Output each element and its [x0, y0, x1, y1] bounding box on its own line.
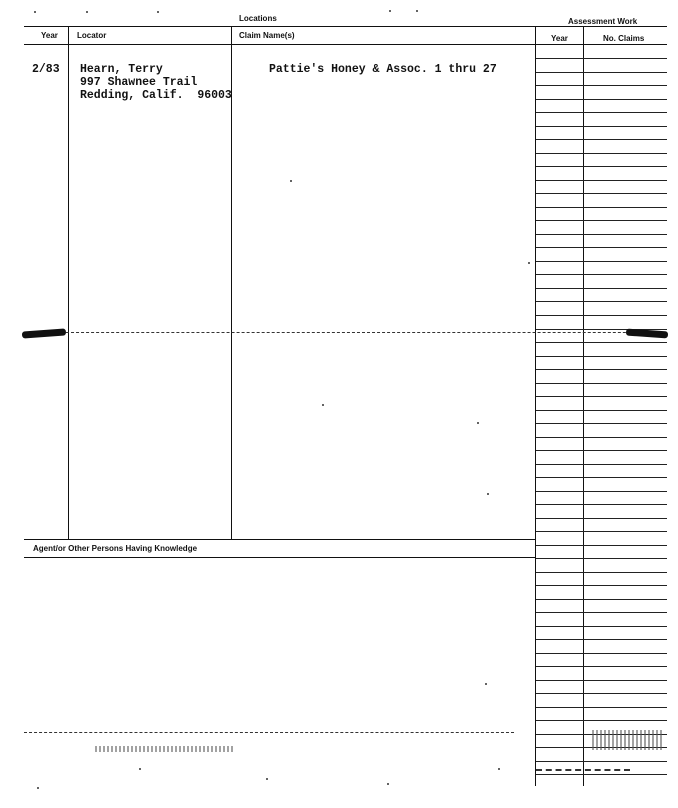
locator-street: 997 Shawnee Trail [80, 76, 198, 89]
scan-speck [389, 10, 391, 12]
col-assess-year-header: Year [551, 34, 568, 43]
col-year-header: Year [41, 31, 58, 40]
locator-name: Hearn, Terry [80, 63, 163, 76]
col-no-claims-header: No. Claims [603, 34, 645, 43]
scan-mark-left [22, 328, 66, 338]
scan-speck [37, 787, 39, 789]
claim-name: Pattie's Honey & Assoc. 1 thru 27 [269, 63, 497, 76]
year-locator-divider [68, 26, 69, 539]
scan-speck [416, 10, 418, 12]
fold-line-mid [66, 332, 666, 333]
agent-section-bottom-rule [24, 557, 535, 558]
scan-speck [498, 768, 500, 770]
col-locator-header: Locator [77, 31, 107, 40]
agent-section-top-rule [24, 539, 535, 540]
scan-speck [290, 180, 292, 182]
scan-smudge-right [592, 730, 662, 750]
scan-speck [86, 11, 88, 13]
fold-line-bottom-right [536, 769, 630, 771]
locator-claim-divider [231, 26, 232, 539]
scan-speck [485, 683, 487, 685]
scan-speck [528, 262, 530, 264]
locator-city: Redding, Calif. 96003 [80, 89, 232, 102]
scan-speck [487, 493, 489, 495]
scan-speck [139, 768, 141, 770]
scan-smudge-left [95, 746, 235, 752]
claim-assessment-divider [535, 26, 536, 786]
assessment-year-claims-divider [583, 26, 584, 786]
scan-speck [322, 404, 324, 406]
scan-speck [387, 783, 389, 785]
col-claim-names-header: Claim Name(s) [239, 31, 295, 40]
record-year: 2/83 [32, 63, 60, 76]
agent-section-label: Agent/or Other Persons Having Knowledge [33, 544, 198, 553]
fold-line-bottom [24, 732, 514, 733]
scan-speck [157, 11, 159, 13]
header-top-rule [24, 26, 667, 27]
locations-header: Locations [239, 14, 277, 23]
scan-mark-right [626, 329, 668, 339]
assessment-work-header: Assessment Work [568, 17, 638, 26]
header-bottom-rule [24, 44, 667, 45]
scan-speck [34, 11, 36, 13]
scan-speck [477, 422, 479, 424]
scan-speck [266, 778, 268, 780]
